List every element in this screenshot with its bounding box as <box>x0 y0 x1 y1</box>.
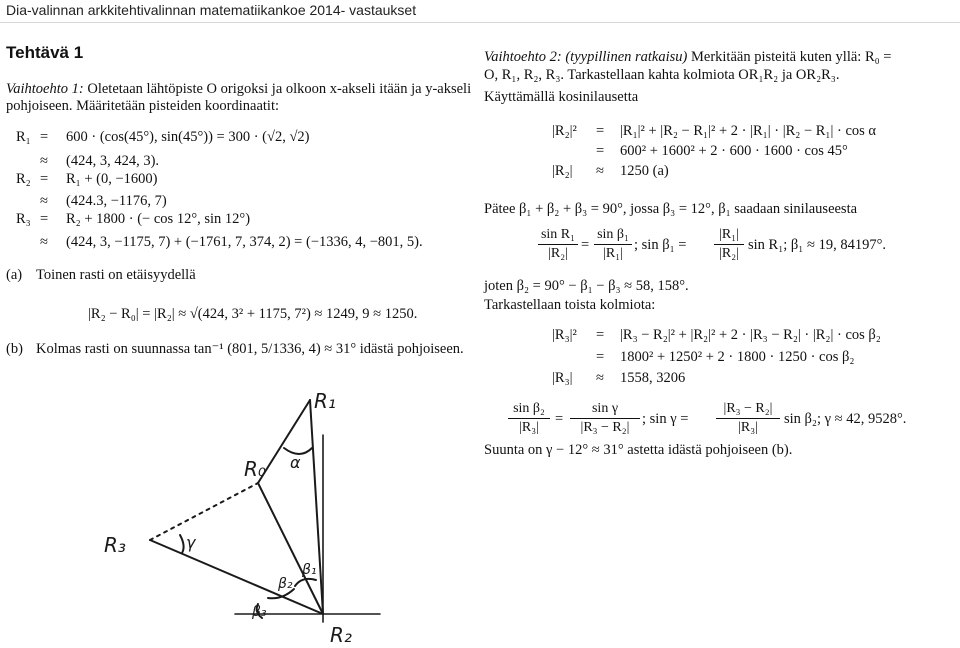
numerator: sin β₁ <box>594 227 632 245</box>
numerator: sin R₁ <box>538 227 578 245</box>
eq-rel: ≈ <box>40 193 48 209</box>
segment-r3-r2 <box>150 540 323 614</box>
sine-mid: ; sin γ = <box>642 411 689 427</box>
eq-rhs: |R₃ − R₂|² + |R₂|² + 2 · |R₃ − R₂| · |R₂| · cos β₂ <box>620 327 881 343</box>
eq-rel: = <box>40 211 49 227</box>
eq-lhs: |R₃|² <box>552 327 577 343</box>
eq-rel: ≈ <box>40 153 48 169</box>
denominator: |R₃ − R₂| <box>580 420 630 435</box>
eq-rel: = <box>596 349 605 365</box>
beta1-arc <box>295 579 316 586</box>
eq-rel: ≈ <box>40 234 48 250</box>
denominator: |R₂| <box>719 246 739 261</box>
eq-rel: = <box>40 129 49 145</box>
eq-rhs: R₂ + 1800 · (− cos 12°, sin 12°) <box>66 211 251 227</box>
final-answer: Suunta on γ − 12° ≈ 31° astetta idästä pohjoiseen (b). <box>484 442 793 458</box>
beta2-result: joten β₂ = 90° − β₁ − β₃ ≈ 58, 158°. <box>484 278 689 294</box>
segment-r3-r0-dashed <box>150 483 258 540</box>
alt1-intro-line1 <box>6 80 471 98</box>
part-a-formula: |R₂ − R₀| = |R₂| ≈ √(424, 3² + 1175, 7²) ≈ 1249, 9 ≈ 1250. <box>88 306 418 322</box>
alt1-text: Oletetaan lähtöpiste O origoksi ja olkoon x-akseli itään ja y-akseli <box>83 81 472 97</box>
eq-rel: = <box>596 143 605 159</box>
sketch-label-r2: R₂ <box>330 623 352 646</box>
document-title: Dia-valinnan arkkitehtivalinnan matematiikankoe 2014- vastaukset <box>6 2 417 18</box>
sketch-label-gamma: γ <box>186 533 196 552</box>
eq-rhs: 600 · (cos(45°), sin(45°)) = 300 · (√2, √2) <box>66 129 310 145</box>
segment-r1-r2 <box>310 400 323 614</box>
eq-rhs: 1250 (a) <box>620 163 669 179</box>
fraction <box>570 401 640 436</box>
denominator: |R₂| <box>548 246 568 261</box>
numerator: |R₁| <box>714 227 744 245</box>
problem-heading: Tehtävä 1 <box>6 43 84 62</box>
eq-rhs: R₁ + (0, −1600) <box>66 171 158 187</box>
eq-rhs: 1558, 3206 <box>620 370 686 386</box>
equals-sign: = <box>581 237 590 253</box>
sine-mid: ; sin β₁ = <box>634 237 687 253</box>
page-header <box>0 0 960 23</box>
fraction <box>508 401 550 436</box>
part-a-label: (a) <box>6 267 23 283</box>
numerator: |R₃ − R₂| <box>716 401 780 419</box>
triangle-sketch <box>96 378 396 646</box>
eq-rel: = <box>596 123 605 139</box>
alt2-text: Merkitään pisteitä kuten yllä: R₀ = <box>687 49 892 65</box>
beta-sum-text: Pätee β₁ + β₂ + β₃ = 90°, jossa β₃ = 12°, β₁ saadaan sinilauseesta <box>484 201 858 217</box>
part-a-text: Toinen rasti on etäisyydellä <box>36 267 196 283</box>
eq-lhs: |R₂| <box>552 163 573 179</box>
cosine-intro: Käyttämällä kosinilausetta <box>484 89 639 105</box>
eq-lhs: R₃ <box>16 211 31 227</box>
segment-r0-r2 <box>258 483 323 614</box>
eq-rhs: (424, 3, 424, 3). <box>66 153 160 169</box>
sketch-label-beta1: β₁ <box>302 562 317 578</box>
eq-rhs: (424.3, −1176, 7) <box>66 193 167 209</box>
sketch-label-alpha: α <box>290 453 301 472</box>
sketch-label-r3: R₃ <box>104 533 126 557</box>
alt1-label: Vaihtoehto 1: <box>6 81 84 97</box>
alt2-label: Vaihtoehto 2: (tyypillinen ratkaisu) <box>484 49 688 65</box>
eq-rhs: |R₁|² + |R₂ − R₁|² + 2 · |R₁| · |R₂ − R₁| · cos α <box>620 123 877 139</box>
part-b-text: Kolmas rasti on suunnassa tan⁻¹ (801, 5/1336, 4) ≈ 31° idästä pohjoiseen. <box>36 341 464 357</box>
second-triangle-intro: Tarkastellaan toista kolmiota: <box>484 297 656 313</box>
eq-rel: ≈ <box>596 370 604 386</box>
denominator: |R₁| <box>603 246 623 261</box>
denominator: |R₃| <box>519 420 539 435</box>
fraction <box>538 227 578 262</box>
eq-rhs: 600² + 1600² + 2 · 600 · 1600 · cos 45° <box>620 143 848 159</box>
eq-lhs: |R₂|² <box>552 123 577 139</box>
equals-sign: = <box>555 411 564 427</box>
gamma-arc <box>180 535 184 553</box>
eq-lhs: R₁ <box>16 129 31 145</box>
eq-rel: = <box>596 327 605 343</box>
eq-rel: ≈ <box>596 163 604 179</box>
sine-tail: sin β₂; γ ≈ 42, 9528°. <box>784 411 907 427</box>
sketch-label-beta3: β₃ <box>252 604 267 620</box>
eq-rel: = <box>40 171 49 187</box>
eq-rhs: (424, 3, −1175, 7) + (−1761, 7, 374, 2) = (−1336, 4, −801, 5). <box>66 234 423 250</box>
sketch-label-r1: R₁ <box>314 389 336 413</box>
numerator: sin γ <box>570 401 640 419</box>
alt1-intro-line2: pohjoiseen. Määritetään pisteiden koordinaatit: <box>6 98 280 114</box>
fraction <box>594 227 632 262</box>
sine-tail: sin R₁; β₁ ≈ 19, 84197°. <box>748 237 886 253</box>
eq-lhs: R₂ <box>16 171 31 187</box>
fraction <box>714 227 744 262</box>
numerator: sin β₂ <box>508 401 550 419</box>
eq-rhs: 1800² + 1250² + 2 · 1800 · 1250 · cos β₂ <box>620 349 855 365</box>
alt2-intro-line1 <box>484 48 891 66</box>
part-b-label: (b) <box>6 341 23 357</box>
sketch-label-r0: R₀ <box>244 457 266 481</box>
fraction <box>716 401 780 436</box>
sketch-label-beta2: β₂ <box>278 576 293 592</box>
alt2-intro-line2: O, R₁, R₂, R₃. Tarkastellaan kahta kolmiota OR₁R₂ ja OR₂R₃. <box>484 67 840 83</box>
eq-lhs: |R₃| <box>552 370 573 386</box>
denominator: |R₃| <box>738 420 758 435</box>
